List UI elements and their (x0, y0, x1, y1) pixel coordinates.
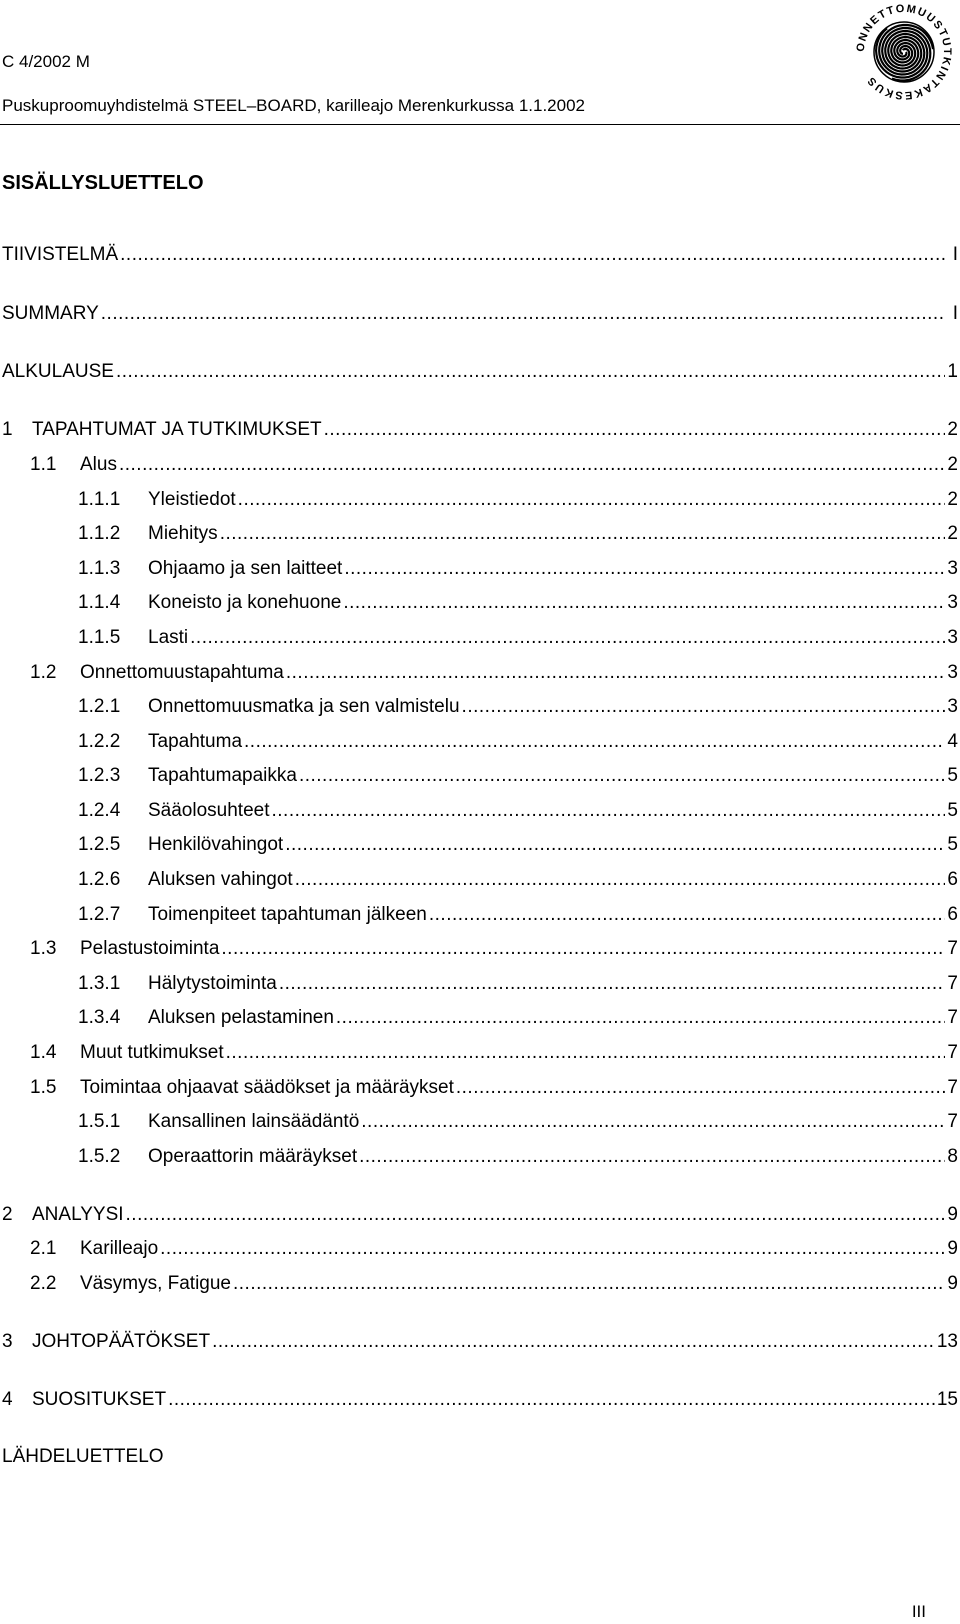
toc-entry-label: Onnettomuusmatka ja sen valmistelu (148, 696, 460, 717)
toc-entry-page: 2 (947, 454, 958, 475)
toc-entry-label: Aluksen pelastaminen (148, 1007, 334, 1028)
toc-entry[interactable] (78, 971, 958, 997)
toc-leader-dots (299, 763, 945, 789)
toc-entry[interactable] (30, 1075, 958, 1101)
toc-entry-number: 2.1 (30, 1238, 57, 1259)
toc-entry[interactable] (2, 1202, 958, 1228)
toc-entry[interactable] (78, 1144, 958, 1170)
toc-leader-dots (462, 694, 946, 720)
toc-entry-number: 4 (2, 1389, 13, 1410)
toc-entry-number: 1 (2, 419, 13, 440)
toc-entry[interactable] (2, 417, 958, 443)
toc-entry-number: 1.1 (30, 454, 57, 475)
toc-entry[interactable] (78, 556, 958, 582)
toc-heading: SISÄLLYSLUETTELO (2, 172, 204, 194)
toc-entry-number: 1.2.4 (78, 800, 121, 821)
toc-entry[interactable] (30, 1271, 958, 1297)
toc-entry-page: 3 (947, 696, 958, 717)
toc-entry[interactable] (78, 763, 958, 789)
toc-entry-page: 8 (947, 1146, 958, 1167)
toc-entry-page: I (952, 303, 958, 324)
toc-entry[interactable] (30, 452, 958, 478)
toc-entry-label: Koneisto ja konehuone (148, 592, 342, 613)
toc-entry[interactable] (78, 832, 958, 858)
toc-leader-dots (120, 242, 946, 268)
toc-entry-number: 2.2 (30, 1273, 57, 1294)
toc-entry-page: 7 (947, 1042, 958, 1063)
toc-leader-dots (343, 590, 945, 616)
toc-entry-page: 3 (947, 558, 958, 579)
toc-leader-dots (119, 452, 945, 478)
toc-entry-page: 6 (947, 904, 958, 925)
toc-entry[interactable] (78, 694, 958, 720)
toc-entry-page: 2 (947, 419, 958, 440)
header-code: C 4/2002 M (2, 52, 90, 71)
toc-leader-dots (244, 729, 945, 755)
toc-entry[interactable] (78, 867, 958, 893)
toc-leader-dots (160, 1236, 945, 1262)
toc-entry-number: 1.2.2 (78, 731, 121, 752)
toc-entry[interactable] (78, 729, 958, 755)
toc-entry-page: I (952, 244, 958, 265)
toc-entry[interactable] (78, 487, 958, 513)
toc-entry-label: Yleistiedot (148, 489, 236, 510)
toc-leader-dots (456, 1075, 946, 1101)
toc-entry-page: 2 (947, 523, 958, 544)
toc-entry-page: 4 (947, 731, 958, 752)
toc-entry-label: Operaattorin määräykset (148, 1146, 358, 1167)
toc-entry-number: 2 (2, 1204, 13, 1225)
toc-entry-number: 3 (2, 1331, 13, 1352)
toc-entry-label: SUMMARY (2, 303, 99, 324)
toc-entry-number: 1.5.1 (78, 1111, 121, 1132)
toc-entry-page: 9 (947, 1204, 958, 1225)
toc-entry-label: ANALYYSI (32, 1204, 124, 1225)
toc-leader-dots (190, 625, 945, 651)
toc-entry-page: 9 (947, 1273, 958, 1294)
toc-entry-page: 7 (947, 973, 958, 994)
toc-entry-page: 3 (947, 627, 958, 648)
toc-leader-dots (359, 1144, 945, 1170)
toc-leader-dots (221, 936, 945, 962)
toc-entry-number: 1.1.1 (78, 489, 121, 510)
toc-leader-dots (233, 1271, 945, 1297)
toc-entry[interactable] (2, 301, 958, 327)
toc-leader-dots (272, 798, 946, 824)
toc-entry-number: 1.1.4 (78, 592, 121, 613)
toc-entry-number: 1.4 (30, 1042, 57, 1063)
toc-leader-dots (295, 867, 946, 893)
toc-entry[interactable] (78, 625, 958, 651)
toc-entry-page: 7 (947, 1007, 958, 1028)
toc-leader-dots (336, 1005, 946, 1031)
toc-entry[interactable] (30, 660, 958, 686)
svg-text:ONNETTOMUUSTUTKINTAKESKUS: ONNETTOMUUSTUTKINTAKESKUS (854, 2, 954, 102)
toc-entry-label: TAPAHTUMAT JA TUTKIMUKSET (32, 419, 322, 440)
toc-entry-page: 3 (947, 662, 958, 683)
toc-entry-page: 2 (947, 489, 958, 510)
toc-entry-label: Väsymys, Fatigue (80, 1273, 231, 1294)
toc-leader-dots (279, 971, 946, 997)
toc-entry-number: 1.3 (30, 938, 57, 959)
toc-entry-page: 6 (947, 869, 958, 890)
toc-entry-number: 1.2.5 (78, 834, 121, 855)
toc-entry[interactable] (30, 1236, 958, 1262)
toc-entry-number: 1.5.2 (78, 1146, 121, 1167)
toc-entry-label: Kansallinen lainsäädäntö (148, 1111, 360, 1132)
toc-leader-dots (324, 417, 946, 443)
toc-entry-label: Ohjaamo ja sen laitteet (148, 558, 343, 579)
page-number: III (911, 1602, 926, 1621)
toc-entry-number: 1.2.3 (78, 765, 121, 786)
toc-entry-page: 13 (936, 1331, 958, 1352)
toc-entry[interactable] (78, 798, 958, 824)
toc-entry[interactable] (78, 590, 958, 616)
toc-entry-label: Alus (80, 454, 117, 475)
toc-entry-page: 9 (947, 1238, 958, 1259)
toc-entry-number: 1.2.7 (78, 904, 121, 925)
toc-leader-dots (168, 1387, 935, 1413)
toc-entry-label: Pelastustoiminta (80, 938, 220, 959)
toc-entry-label: Lasti (148, 627, 189, 648)
toc-entry-page: 3 (947, 592, 958, 613)
toc-entry[interactable] (78, 902, 958, 928)
toc-entry[interactable] (2, 1329, 958, 1355)
toc-entry-number: 1.5 (30, 1077, 57, 1098)
toc-leader-dots (285, 832, 945, 858)
toc-entry-number: 1.2 (30, 662, 57, 683)
toc-entry-page: 15 (936, 1389, 958, 1410)
toc-leader-dots (116, 359, 945, 385)
toc-entry-lahdeluettelo[interactable]: LÄHDELUETTELO (2, 1446, 164, 1467)
toc-entry-label: Toimintaa ohjaavat säädökset ja määräykset (80, 1077, 454, 1098)
toc-leader-dots (361, 1109, 945, 1135)
toc-entry[interactable] (78, 1005, 958, 1031)
toc-entry-label: ALKULAUSE (2, 361, 114, 382)
toc-entry-number: 1.3.1 (78, 973, 121, 994)
toc-entry-label: Aluksen vahingot (148, 869, 293, 890)
toc-entry-label: Muut tutkimukset (80, 1042, 224, 1063)
toc-entry-page: 1 (947, 361, 958, 382)
toc-entry-number: 1.2.1 (78, 696, 121, 717)
toc-leader-dots (429, 902, 946, 928)
toc-leader-dots (238, 487, 946, 513)
toc-leader-dots (126, 1202, 946, 1228)
toc-entry-number: 1.3.4 (78, 1007, 121, 1028)
toc-entry-number: 1.2.6 (78, 869, 121, 890)
toc-entry-label: Tapahtuma (148, 731, 243, 752)
toc-entry-label: SUOSITUKSET (32, 1389, 167, 1410)
toc-leader-dots (344, 556, 945, 582)
toc-entry-number: 1.1.5 (78, 627, 121, 648)
toc-entry-page: 7 (947, 1111, 958, 1132)
toc-entry[interactable] (78, 1109, 958, 1135)
toc-entry-label: Hälytystoiminta (148, 973, 277, 994)
toc-entry[interactable] (78, 521, 958, 547)
header-title: Puskuproomuyhdistelmä STEEL–BOARD, karilleajo Merenkurkussa 1.1.2002 (2, 96, 585, 115)
toc-entry-label: Miehitys (148, 523, 218, 544)
toc-entry-number: 1.1.2 (78, 523, 121, 544)
toc-entry-page: 5 (947, 800, 958, 821)
toc-entry-page: 7 (947, 938, 958, 959)
toc-entry-label: TIIVISTELMÄ (2, 244, 119, 265)
toc-entry[interactable] (30, 936, 958, 962)
toc-entry-label: Sääolosuhteet (148, 800, 270, 821)
toc-leader-dots (101, 301, 946, 327)
toc-entry-label: Tapahtumapaikka (148, 765, 297, 786)
toc-entry-page: 5 (947, 765, 958, 786)
toc-entry-label: Henkilövahingot (148, 834, 284, 855)
toc-leader-dots (212, 1329, 935, 1355)
toc-entry[interactable] (2, 242, 958, 268)
toc-entry[interactable] (2, 1387, 958, 1413)
toc-entry-label: Toimenpiteet tapahtuman jälkeen (148, 904, 427, 925)
toc-entry-page: 7 (947, 1077, 958, 1098)
toc-entry-page: 5 (947, 834, 958, 855)
toc-leader-dots (226, 1040, 946, 1066)
toc-leader-dots (220, 521, 946, 547)
toc-entry-label: Onnettomuustapahtuma (80, 662, 284, 683)
toc-leader-dots (286, 660, 946, 686)
toc-entry-number: 1.1.3 (78, 558, 121, 579)
toc-entry[interactable] (2, 359, 958, 385)
toc-entry-label: Karilleajo (80, 1238, 159, 1259)
toc-entry-label: JOHTOPÄÄTÖKSET (32, 1331, 211, 1352)
toc-entry[interactable] (30, 1040, 958, 1066)
